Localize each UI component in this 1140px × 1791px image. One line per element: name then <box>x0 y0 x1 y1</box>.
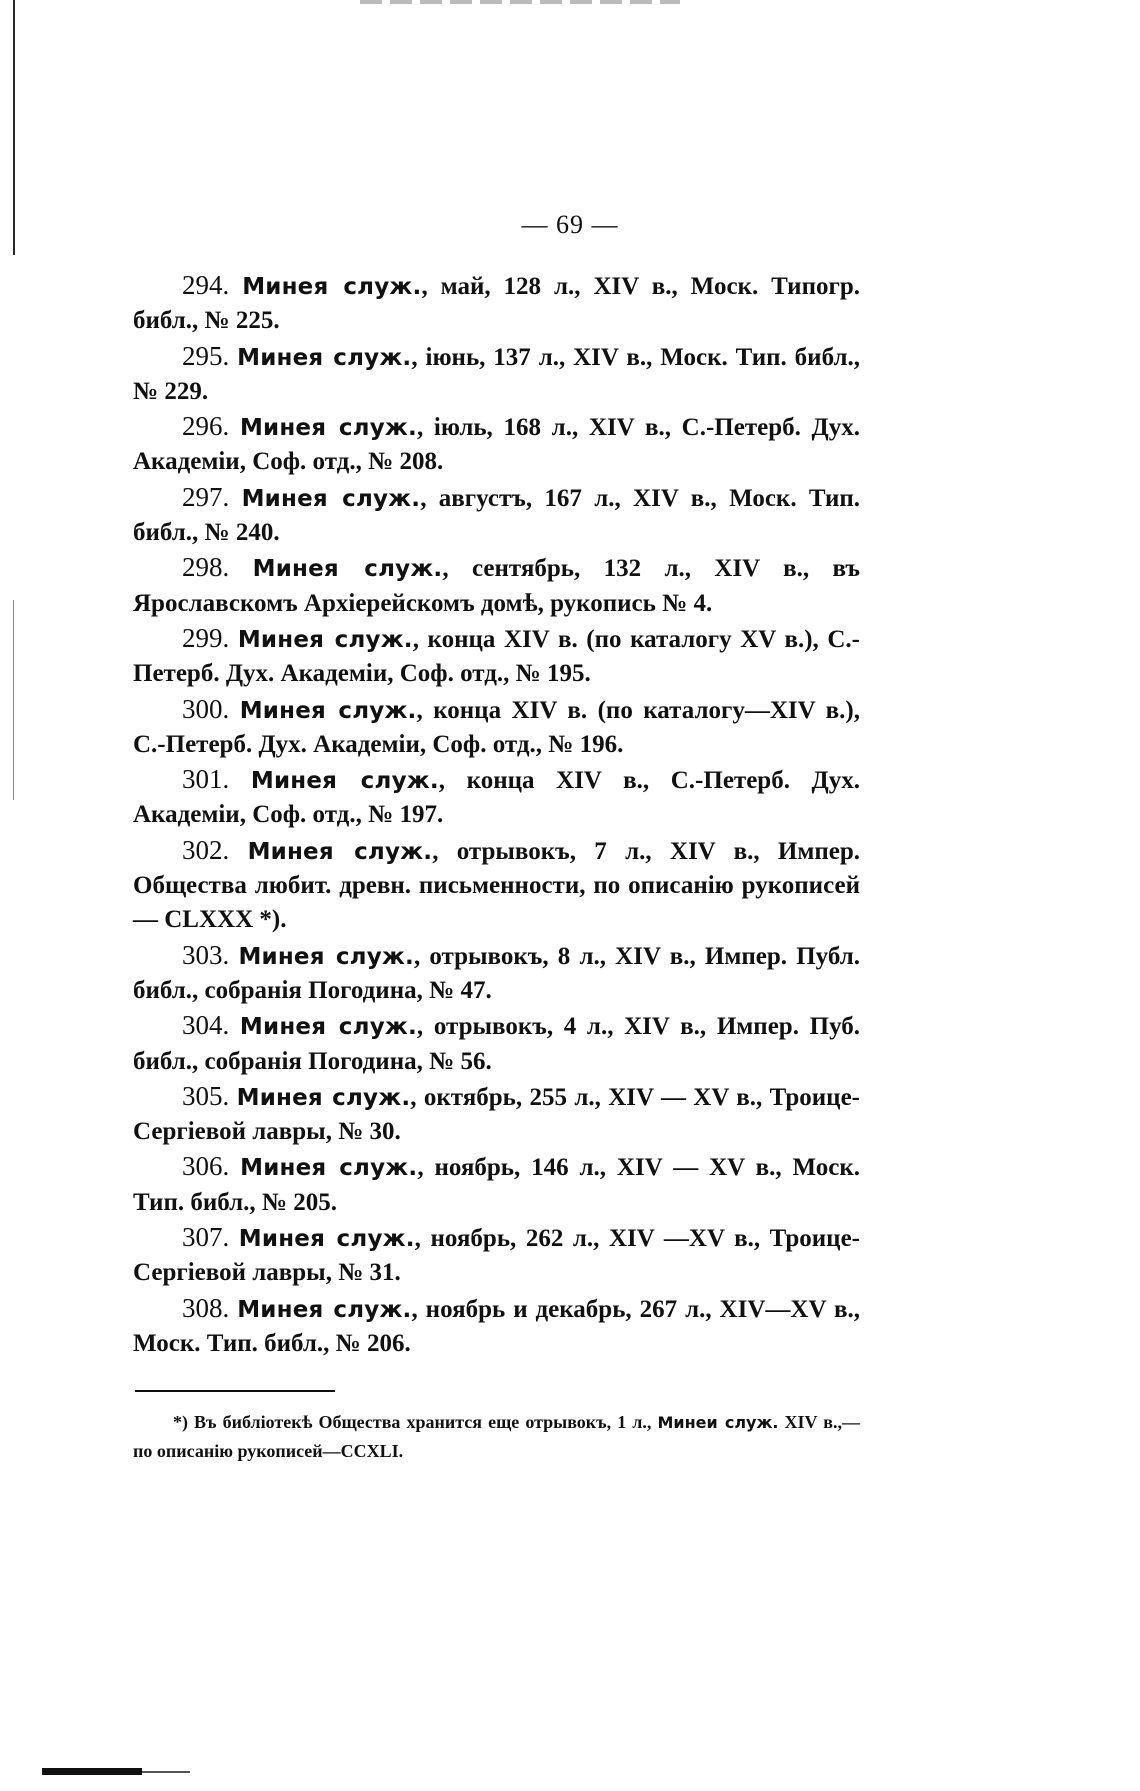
entry-description: , конца XIV в., С.-Петерб. Дух. Академіи, Соф. отд., № 197. <box>133 767 861 829</box>
entry-number: 305. <box>182 1080 230 1111</box>
entry-title: Минея служ. <box>239 697 417 724</box>
entry-title: Минея служ. <box>250 768 439 795</box>
entry-title: Минея служ. <box>238 943 414 970</box>
entry-description: , сентябрь, 132 л., XIV в., въ Ярославскомъ Архіерейскомъ домѣ, рукопись № 4. <box>133 555 860 617</box>
catalog-entry-295 <box>133 339 860 410</box>
entry-description: , ноябрь и декабрь, 267 л., XIV—XV в., Моск. Тип. библ., № 206. <box>133 1295 860 1357</box>
entry-title: Минея служ. <box>236 1084 411 1111</box>
entry-description: , іюнь, 137 л., XIV в., Моск. Тип. библ., № 229. <box>133 343 860 405</box>
entry-number: 299. <box>182 622 230 653</box>
entry-description: , отрывокъ, 8 л., XIV в., Импер. Публ. библ., собранія Погодина, № 47. <box>133 942 860 1004</box>
entry-title: Минея служ. <box>237 344 412 371</box>
catalog-entry-298 <box>133 550 860 621</box>
entry-description: , май, 128 л., XIV в., Моск. Типогр. библ., № 225. <box>133 273 860 335</box>
entry-description: , конца XIV в. (по каталогу—XIV в.), С.-Петерб. Дух. Академіи, Соф. отд., № 196. <box>133 696 861 758</box>
entry-number: 298. <box>182 552 230 583</box>
entry-title: Минея служ. <box>237 1296 412 1323</box>
entry-description: , отрывокъ, 4 л., XIV в., Импер. Пуб. библ., собранія Погодина, № 56. <box>133 1013 860 1075</box>
footnote-text <box>133 1408 860 1465</box>
entry-description: , ноябрь, 262 л., XIV —XV в., Троице-Сергіевой лавры, № 31. <box>133 1225 860 1287</box>
catalog-entry-303 <box>133 938 860 1009</box>
entry-title: Минея служ. <box>240 1155 418 1182</box>
entry-number: 296. <box>182 411 230 442</box>
entry-title: Минея служ. <box>239 1014 417 1041</box>
entry-number: 307. <box>182 1222 230 1253</box>
entry-title: Минея служ. <box>241 485 421 512</box>
entry-title: Минея служ. <box>239 415 417 442</box>
catalog-entries <box>133 268 860 1361</box>
catalog-entry-294 <box>133 268 860 339</box>
entry-title: Минея служ. <box>242 274 422 300</box>
entry-number: 302. <box>182 834 230 865</box>
entry-title: Минея служ. <box>247 838 433 865</box>
entry-description: , отрывокъ, 7 л., XIV в., Импер. Общества любит. древн. письменности, по описанію рукописей — CLXXX *). <box>133 837 861 934</box>
entry-number: 294. <box>182 270 230 300</box>
catalog-entry-300 <box>133 692 860 763</box>
entry-number: 303. <box>182 939 230 970</box>
catalog-entry-306 <box>133 1149 860 1220</box>
entry-description: , ноябрь, 146 л., XIV — XV в., Моск. Тип. библ., № 205. <box>133 1154 860 1216</box>
footnote-rest: XIV в.,—по описанію рукописей—CCXLI. <box>133 1412 860 1461</box>
entry-number: 308. <box>182 1292 230 1323</box>
entry-number: 301. <box>182 764 230 795</box>
catalog-entry-302 <box>133 833 860 938</box>
top-edge-bleed <box>360 0 680 4</box>
bottom-scan-mark-tail <box>142 1771 190 1773</box>
footnote-separator <box>135 1390 335 1392</box>
catalog-entry-307 <box>133 1220 860 1291</box>
entry-title: Минея служ. <box>252 556 443 583</box>
catalog-entry-308 <box>133 1291 860 1362</box>
entry-description: , іюль, 168 л., XIV в., С.-Петерб. Дух. Академіи, Соф. отд., № 208. <box>133 414 860 476</box>
catalog-entry-299 <box>133 621 860 692</box>
left-margin-rule-faint <box>13 600 14 800</box>
entry-number: 304. <box>182 1010 230 1041</box>
catalog-entry-297 <box>133 480 860 551</box>
catalog-entry-305 <box>133 1079 860 1150</box>
entry-number: 300. <box>182 693 230 724</box>
entry-number: 306. <box>182 1151 230 1182</box>
entry-description: , октябрь, 255 л., XIV — XV в., Троице-Сергіевой лавры, № 30. <box>133 1083 860 1146</box>
footnote-lead: *) Въ библіотекѣ Общества хранится еще отрывокъ, 1 л., <box>173 1412 658 1432</box>
entry-title: Минея служ. <box>237 626 413 653</box>
entry-number: 295. <box>182 340 230 371</box>
footnote <box>133 1408 860 1465</box>
catalog-entry-296 <box>133 409 860 480</box>
catalog-entry-301 <box>133 762 860 833</box>
bottom-scan-mark <box>42 1768 142 1775</box>
entry-number: 297. <box>182 481 230 512</box>
entry-title: Минея служ. <box>238 1226 415 1253</box>
entry-description: , августъ, 167 л., XIV в., Моск. Тип. библ., № 240. <box>133 484 861 547</box>
page-number: — 69 — <box>521 210 619 239</box>
footnote-title: Минеи служ. <box>657 1413 779 1432</box>
entry-description: , конца XIV в. (по каталогу XV в.), С.-Петерб. Дух. Академіи, Соф. отд., № 195. <box>133 625 860 688</box>
catalog-entry-304 <box>133 1008 860 1079</box>
